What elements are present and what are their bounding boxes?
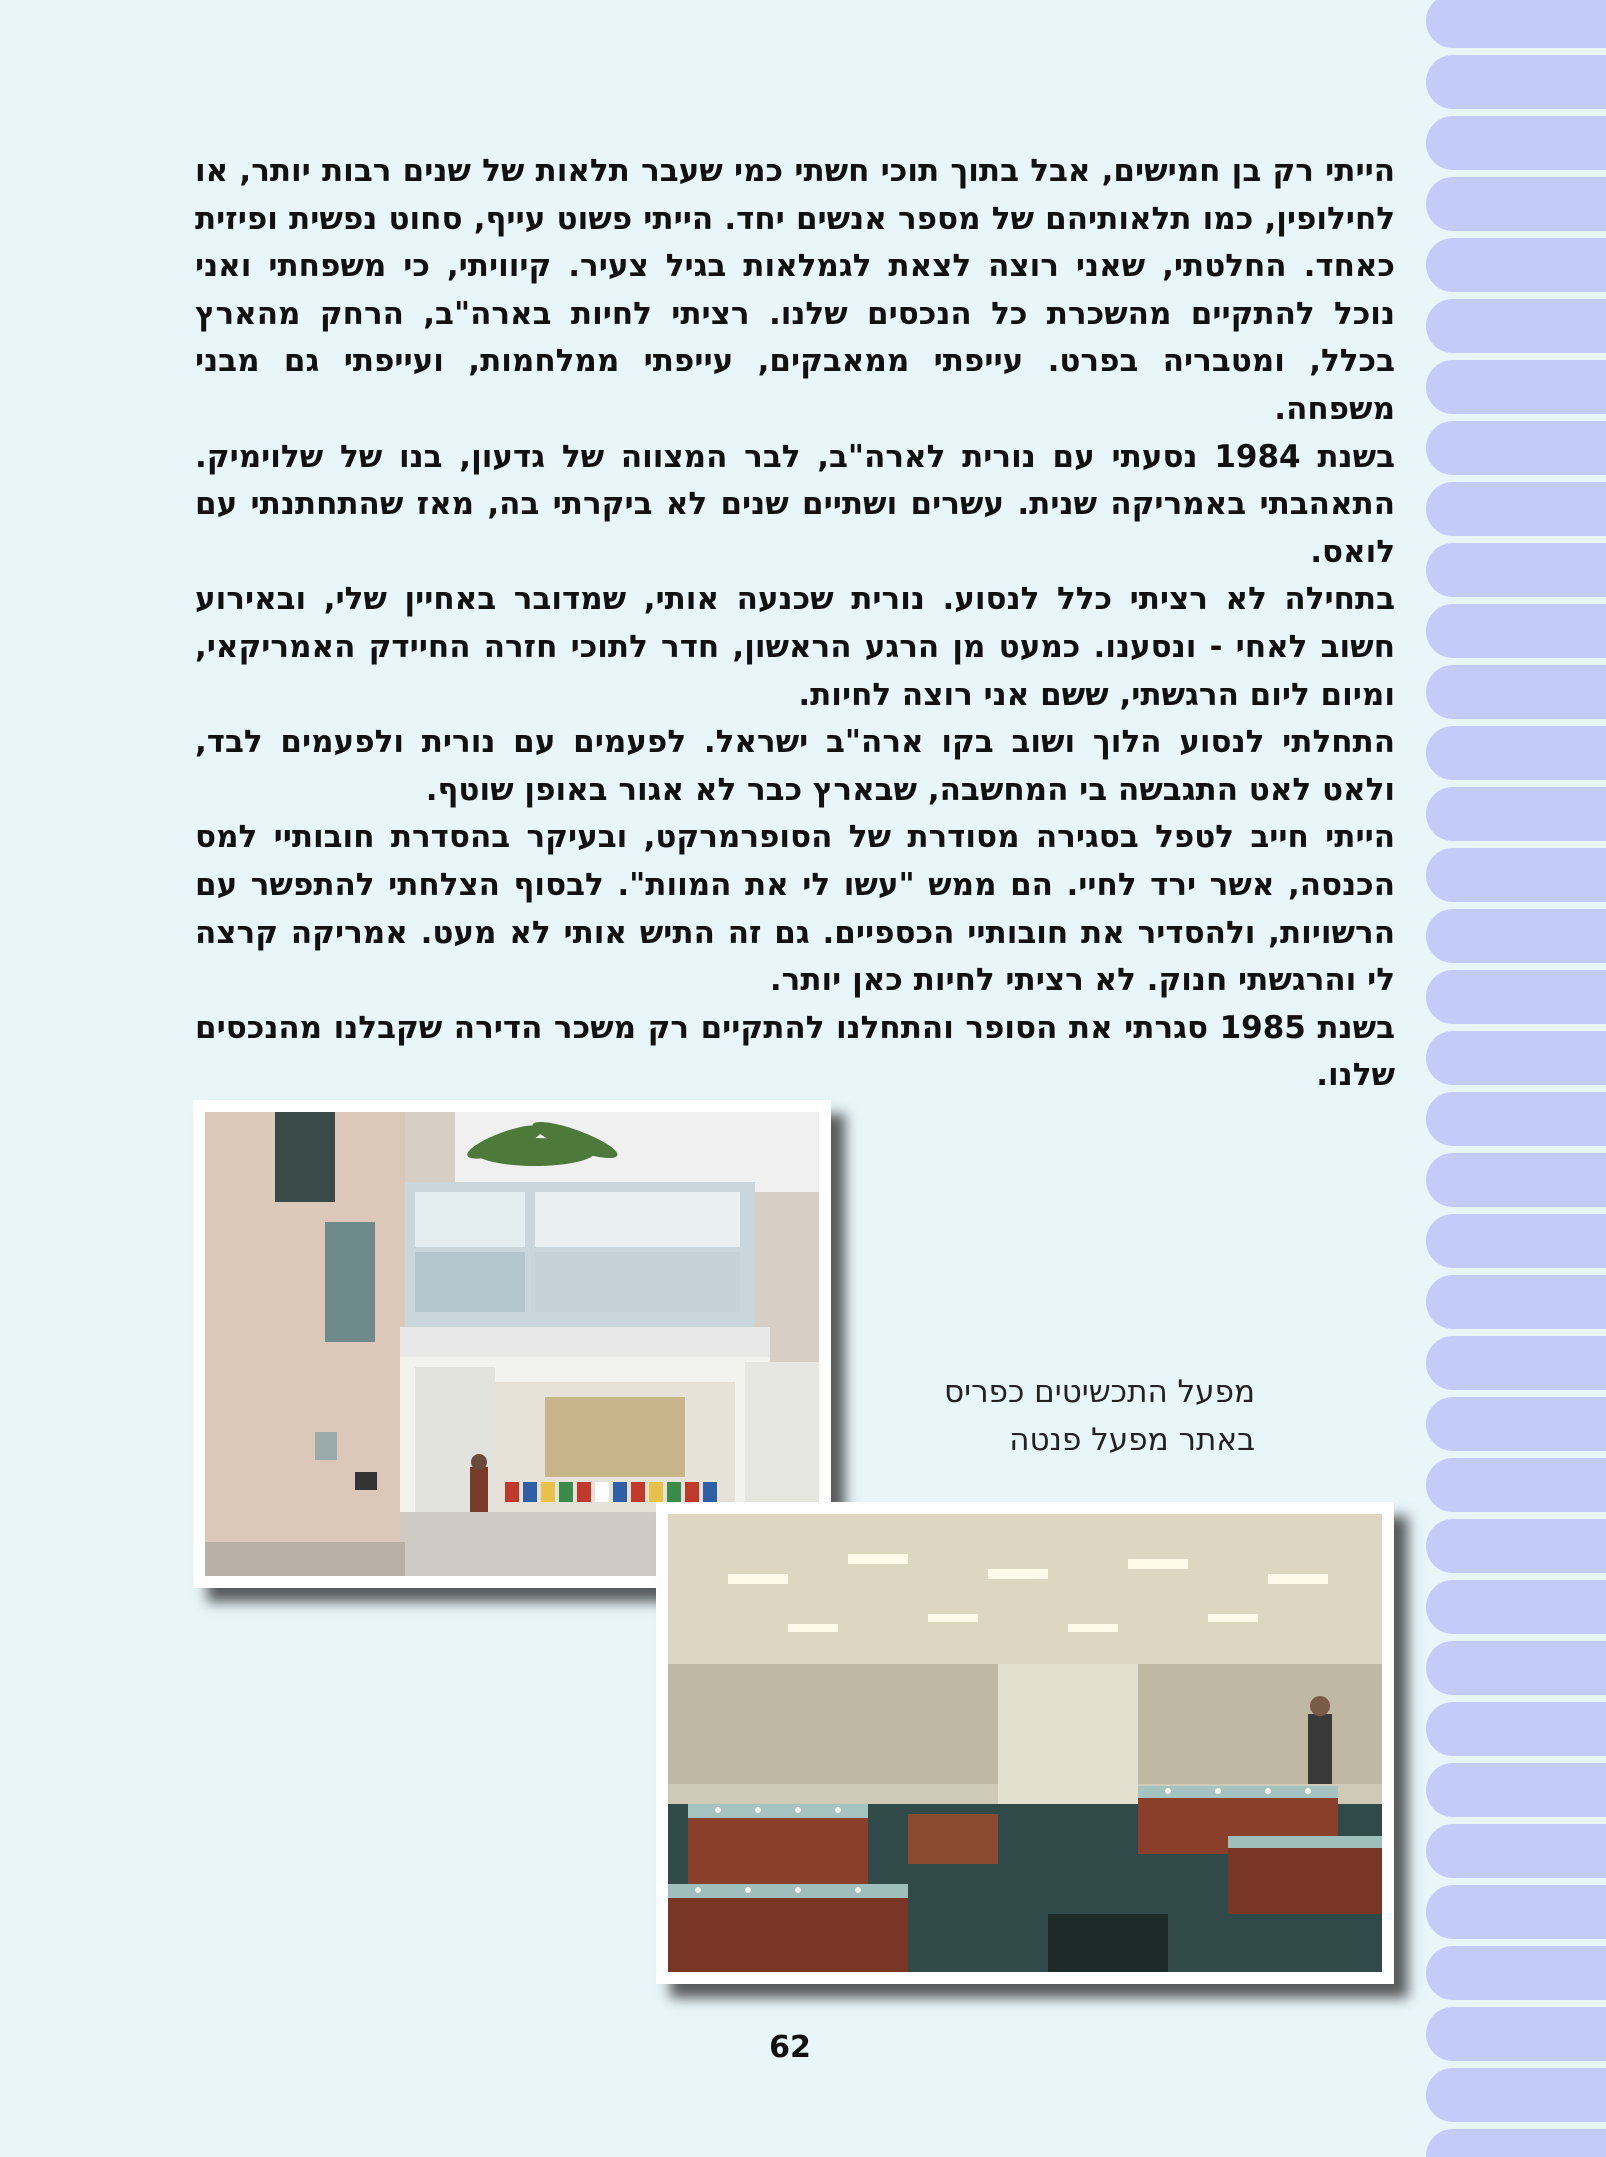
decorative-stripe <box>1426 1885 1606 1939</box>
caption-line: באתר מפעל פנטה <box>1009 1422 1255 1458</box>
photo-showroom-interior <box>656 1502 1394 1984</box>
decorative-stripe <box>1426 482 1606 536</box>
decorative-stripe <box>1426 177 1606 231</box>
decorative-stripe <box>1426 909 1606 963</box>
paragraph: הייתי רק בן חמישים, אבל בתוך תוכי חשתי כמי שעבר תלאות של שנים רבות יותר, או לחילופין, כמו תלאותיהם של מספר אנשים יחד. הייתי פשוט עייף, סחוט נפשית ופיזית כאחד. החלטתי, שאני רוצה לצאת לגמלאות בגיל צעיר. קיוויתי, כי משפחתי ואני נוכל להתקיים מהשכרת כל הנכסים שלנו. רציתי לחיות בארה"ב, הרחק מהארץ בכלל, ומטבריה בפרט. עייפתי ממאבקים, עייפתי ממלחמות, ועייפתי גם מבני משפחה. <box>195 153 1395 427</box>
paragraph: בתחילה לא רציתי כלל לנסוע. נורית שכנעה אותי, שמדובר באחיין שלי, ובאירוע חשוב לאחי - ונסענו. כמעט מן הרגע הראשון, חדר לתוכי חזרה החיידק האמריקאי, ומיום ליום הרגשתי, ששם אני רוצה לחיות. <box>195 581 1395 713</box>
decorative-stripe <box>1426 55 1606 109</box>
decorative-stripe <box>1426 787 1606 841</box>
decorative-stripe <box>1426 1519 1606 1573</box>
decorative-stripe <box>1426 1702 1606 1756</box>
decorative-stripe <box>1426 1153 1606 1207</box>
decorative-stripe <box>1426 970 1606 1024</box>
photo-caption <box>855 1368 1255 1464</box>
body-text <box>195 148 1395 1100</box>
decorative-stripe <box>1426 421 1606 475</box>
decorative-stripe <box>1426 2068 1606 2122</box>
decorative-stripe <box>1426 1580 1606 1634</box>
decorative-stripe <box>1426 1458 1606 1512</box>
paragraph: הייתי חייב לטפל בסגירה מסודרת של הסופרמרקט, ובעיקר בהסדרת חובותיי למס הכנסה, אשר ירד לחיי. הם ממש "עשו לי את המוות". לבסוף הצלחתי להתפשר עם הרשויות, ולהסדיר את חובותיי הכספיים. גם זה התיש אותי לא מעט. אמריקה קרצה לי והרגשתי חנוק. לא רציתי לחיות כאן יותר. <box>195 819 1395 999</box>
decorative-stripe <box>1426 543 1606 597</box>
decorative-stripe <box>1426 1275 1606 1329</box>
decorative-stripe <box>1426 116 1606 170</box>
paragraph: התחלתי לנסוע הלוך ושוב בקו ארה"ב ישראל. לפעמים עם נורית ולפעמים לבד, ולאט לאט התגבשה בי המחשבה, שבארץ כבר לא אגור באופן שוטף. <box>195 724 1395 808</box>
decorative-stripe <box>1426 238 1606 292</box>
paragraph: בשנת 1984 נסעתי עם נורית לארה"ב, לבר המצווה של גדעון, בנו של שלוימיק. התאהבתי באמריקה שנית. עשרים ושתיים שנים לא ביקרתי בה, מאז שהתחתנתי עם לואס. <box>195 438 1395 570</box>
decorative-stripe <box>1426 2129 1606 2157</box>
caption-line: מפעל התכשיטים כפריס <box>944 1374 1255 1410</box>
paragraph: בשנת 1985 סגרתי את הסופר והתחלנו להתקיים רק משכר הדירה שקבלנו מהנכסים שלנו. <box>195 1009 1395 1094</box>
decorative-stripe <box>1426 1641 1606 1695</box>
decorative-stripe <box>1426 0 1606 48</box>
decorative-stripe-border <box>1426 0 1606 2157</box>
page-number: 62 <box>769 2030 811 2065</box>
decorative-stripe <box>1426 1214 1606 1268</box>
decorative-stripe <box>1426 1763 1606 1817</box>
decorative-stripe <box>1426 360 1606 414</box>
decorative-stripe <box>1426 299 1606 353</box>
decorative-stripe <box>1426 726 1606 780</box>
decorative-stripe <box>1426 1092 1606 1146</box>
decorative-stripe <box>1426 604 1606 658</box>
decorative-stripe <box>1426 1031 1606 1085</box>
decorative-stripe <box>1426 1824 1606 1878</box>
decorative-stripe <box>1426 665 1606 719</box>
showroom-interior-illustration <box>668 1514 1382 1972</box>
decorative-stripe <box>1426 1336 1606 1390</box>
decorative-stripe <box>1426 2007 1606 2061</box>
decorative-stripe <box>1426 1397 1606 1451</box>
decorative-stripe <box>1426 1946 1606 2000</box>
decorative-stripe <box>1426 848 1606 902</box>
